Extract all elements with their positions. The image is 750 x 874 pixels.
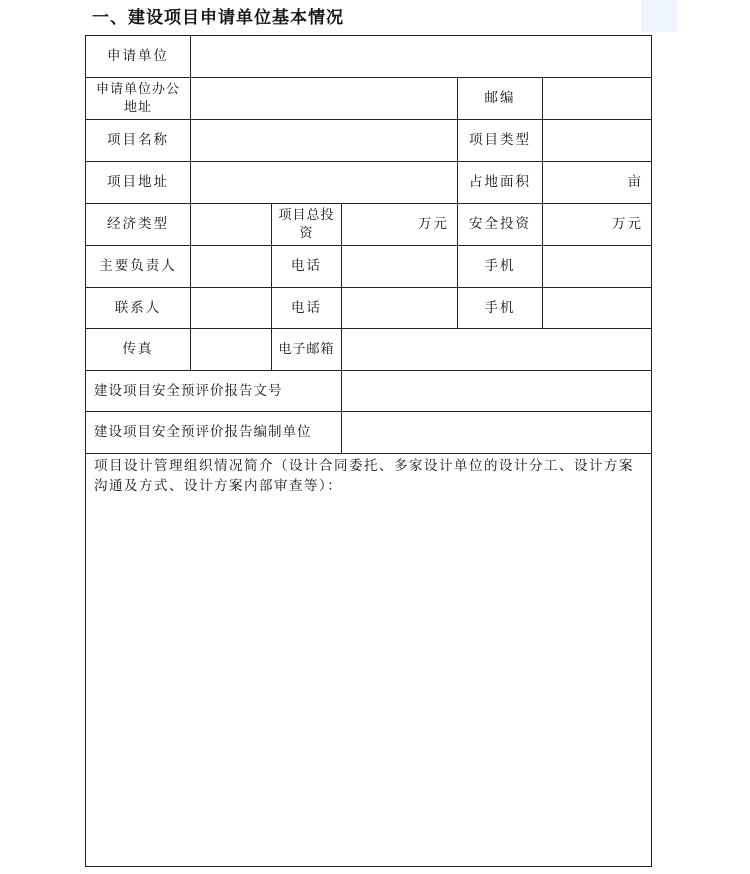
principal-phone-label: 电话: [272, 246, 342, 288]
fax-value-cell[interactable]: [191, 329, 272, 371]
project-type-value-cell[interactable]: [543, 120, 652, 162]
postcode-label: 邮编: [458, 78, 543, 120]
row-report-unit: [86, 412, 652, 454]
principal-value-cell[interactable]: [191, 246, 272, 288]
economic-type-value-cell[interactable]: [191, 204, 272, 246]
project-type-label: 项目类型: [458, 120, 543, 162]
section-title: 一、建设项目申请单位基本情况: [92, 8, 344, 28]
row-applicant: [86, 36, 652, 78]
application-form-table: [85, 35, 652, 867]
postcode-value-cell[interactable]: [543, 78, 652, 120]
project-address-label: 项目地址: [86, 162, 191, 204]
email-value-cell[interactable]: [342, 329, 652, 371]
project-name-label: 项目名称: [86, 120, 191, 162]
report-unit-value-cell[interactable]: [342, 412, 652, 454]
principal-mobile-label: 手机: [458, 246, 543, 288]
principal-mobile-value-cell[interactable]: [543, 246, 652, 288]
row-principal: [86, 246, 652, 288]
row-design-management: [86, 454, 652, 867]
fax-label: 传真: [86, 329, 191, 371]
top-bar-shade: [641, 0, 677, 32]
principal-label: 主要负责人: [86, 246, 191, 288]
row-economic-type: [86, 204, 652, 246]
area-label: 占地面积: [458, 162, 543, 204]
report-unit-label: 建设项目安全预评价报告编制单位: [86, 412, 342, 454]
economic-type-label: 经济类型: [86, 204, 191, 246]
email-label: 电子邮箱: [272, 329, 342, 371]
contact-mobile-label: 手机: [458, 288, 543, 329]
project-name-value-cell[interactable]: [191, 120, 458, 162]
report-number-value-cell[interactable]: [342, 371, 652, 412]
project-address-value-cell[interactable]: [191, 162, 458, 204]
principal-phone-value-cell[interactable]: [342, 246, 458, 288]
contact-value-cell[interactable]: [191, 288, 272, 329]
total-investment-unit: 万元: [342, 204, 458, 246]
report-number-label: 建设项目安全预评价报告文号: [86, 371, 342, 412]
design-management-label: 项目设计管理组织情况简介（设计合同委托、多家设计单位的设计分工、设计方案沟通及方式、设计方案内部审查等）：: [94, 458, 634, 494]
contact-label: 联系人: [86, 288, 191, 329]
applicant-label: 申请单位: [86, 36, 191, 78]
row-applicant-address: [86, 78, 652, 120]
contact-phone-value-cell[interactable]: [342, 288, 458, 329]
applicant-address-label: 申请单位办公地址: [86, 78, 191, 120]
safety-investment-label: 安全投资: [458, 204, 543, 246]
safety-investment-unit: 万元: [543, 204, 652, 246]
design-management-cell[interactable]: [86, 454, 652, 867]
applicant-address-value-cell[interactable]: [191, 78, 458, 120]
row-project-address: [86, 162, 652, 204]
total-investment-label: 项目总投资: [272, 204, 342, 246]
area-unit: 亩: [543, 162, 652, 204]
row-fax: [86, 329, 652, 371]
row-project-name: [86, 120, 652, 162]
row-contact: [86, 288, 652, 329]
contact-phone-label: 电话: [272, 288, 342, 329]
row-report-number: [86, 371, 652, 412]
contact-mobile-value-cell[interactable]: [543, 288, 652, 329]
applicant-value-cell[interactable]: [191, 36, 652, 78]
